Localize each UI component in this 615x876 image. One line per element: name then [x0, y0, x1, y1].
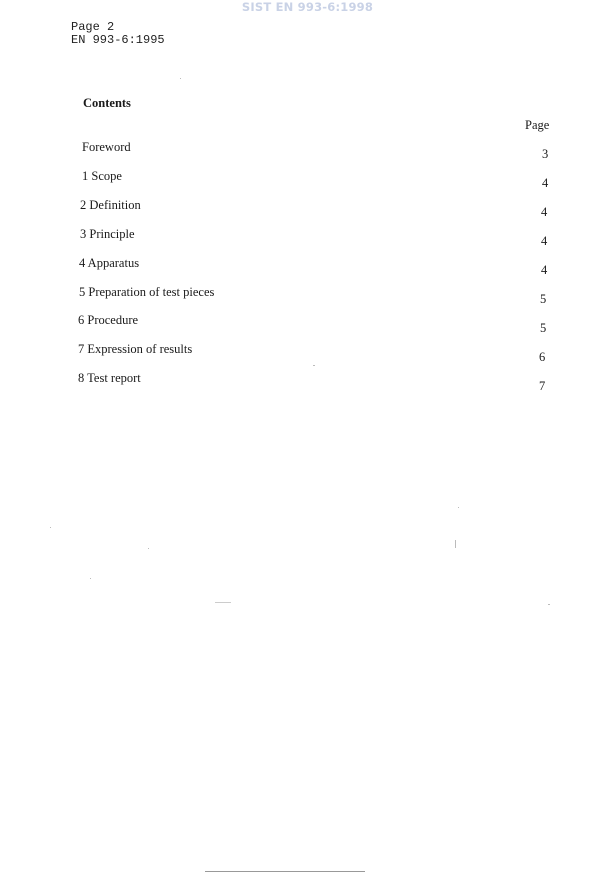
toc-entry-title: 4 Apparatus [79, 256, 140, 270]
page-header [71, 21, 165, 47]
scan-speck [548, 604, 550, 605]
scan-speck [148, 548, 149, 549]
toc-entry-page: 3 [542, 147, 549, 161]
contents-heading: Contents [83, 96, 131, 110]
toc-entry-page: 5 [540, 321, 547, 335]
toc-entry-page: 4 [541, 234, 548, 248]
watermark: SIST EN 993-6:1998 [241, 0, 374, 14]
toc-entry-page: 5 [540, 292, 547, 306]
toc-entry-title: 8 Test report [78, 371, 141, 385]
toc-entry-title: 3 Principle [80, 227, 135, 241]
toc-entry-page: 4 [541, 205, 548, 219]
toc-entry-title: 2 Definition [80, 198, 141, 212]
scan-speck [313, 365, 315, 366]
toc-entry-page: 4 [541, 263, 548, 277]
scan-speck [90, 578, 91, 579]
page-column-label: Page [525, 118, 550, 132]
toc-entry-page: 6 [539, 350, 546, 364]
toc-entry-title: 6 Procedure [78, 313, 139, 327]
page-number-line: Page 2 [71, 20, 115, 34]
scan-speck [455, 540, 456, 548]
scan-speck [50, 527, 51, 528]
toc-entry-title: 7 Expression of results [78, 342, 193, 356]
toc-entry-page: 4 [542, 176, 549, 190]
footer-rule [205, 871, 365, 872]
scan-speck [180, 78, 181, 79]
scan-speck [215, 602, 231, 603]
toc-entry-page: 7 [539, 379, 546, 393]
scan-speck [458, 507, 459, 508]
toc-entry-title: Foreword [82, 140, 131, 154]
toc-entry-title: 5 Preparation of test pieces [79, 285, 215, 299]
document-id-line: EN 993-6:1995 [71, 33, 165, 47]
toc-entry-title: 1 Scope [82, 169, 122, 183]
